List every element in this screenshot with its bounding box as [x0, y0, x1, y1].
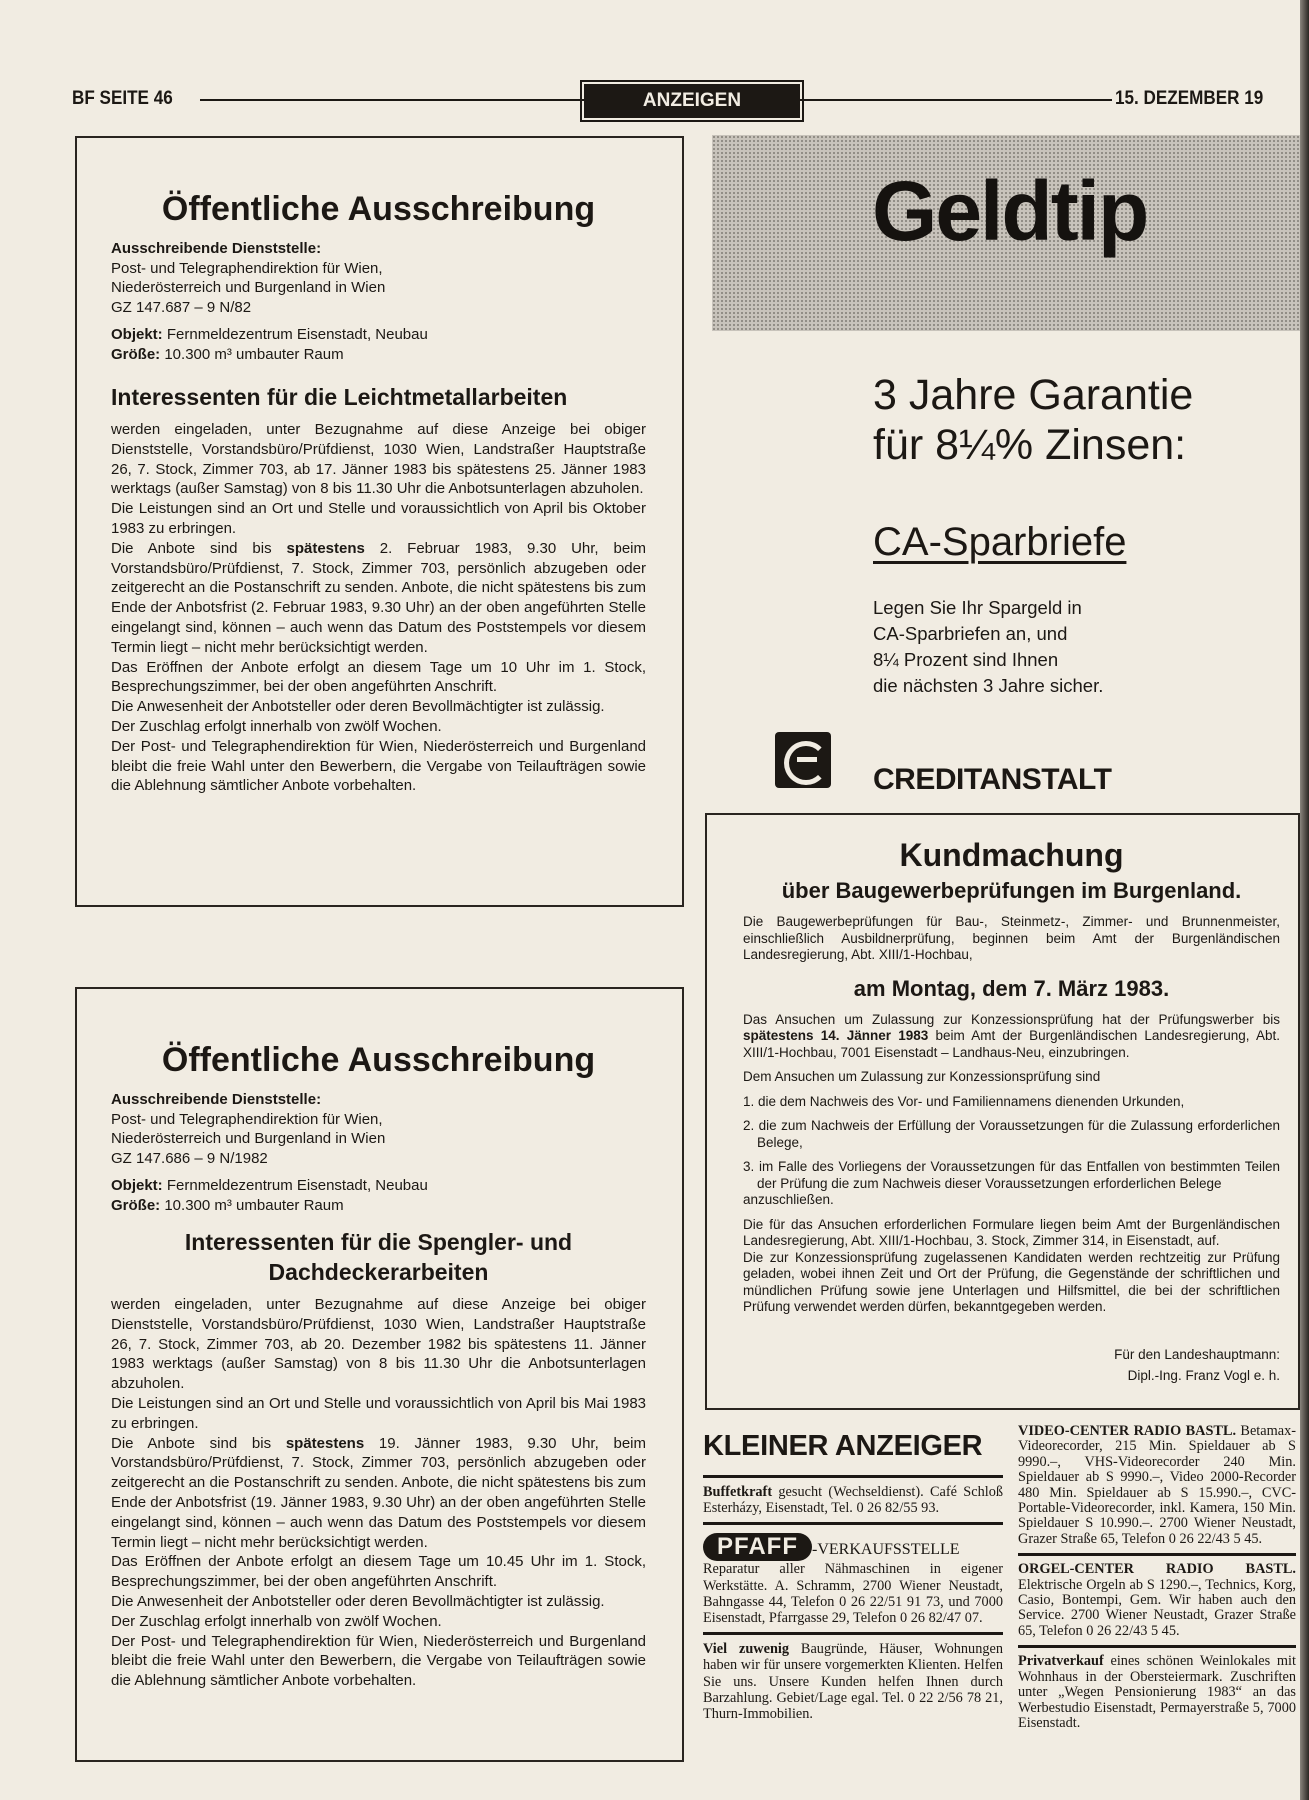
- body-line: Legen Sie Ihr Spargeld in: [873, 597, 1082, 618]
- paragraph: [111, 1295, 646, 1394]
- classified-ad: [1018, 1654, 1296, 1731]
- ad-keyword: Privatverkauf: [1018, 1653, 1104, 1670]
- reference-number: GZ 147.687 – 9 N/82: [111, 298, 252, 316]
- paragraph: [111, 420, 646, 499]
- slogan-line: für 8¼% Zinsen:: [873, 421, 1187, 469]
- classified-ad: [1018, 1562, 1296, 1639]
- classifieds-column-right: [1018, 1424, 1296, 1731]
- geldtip-banner: [712, 135, 1300, 331]
- notice-paragraph: anzuschließen.: [743, 1192, 834, 1207]
- ad-subtitle: Interessenten für die Leichtmetallarbeiten: [111, 384, 568, 410]
- product-body: [873, 595, 1103, 699]
- size-line: [111, 1196, 646, 1216]
- paragraph: [111, 658, 646, 698]
- address-line: Post- und Telegraphendirektion für Wien,: [111, 1110, 383, 1128]
- banner-title: Geldtip: [872, 164, 1148, 258]
- text-segment: werden eingeladen, unter Bezugnahme auf diese Anzeige bei obiger Dienststelle, Vorstandsbüro/Prüfdienst, 1030 Wien, Landstraßer Hauptstraße 26, 7. Stock, Zimmer 703, ab 17. Jänner 1983 bis spätestens 25. Jänner 1983 werktags (außer Samstag) von 8 bis 11.30 Uhr die Anbotsunterlagen abzuholen.: [111, 421, 646, 498]
- text-segment: Der Post- und Telegraphendirektion für Wien, Niederösterreich und Burgenland bleibt die freie Wahl unter den Bewerbern, die Vergabe von Teilaufträgen sowie die Ablehnung sämtlicher Anbote vorbehalten.: [111, 1632, 646, 1690]
- ad-title: Öffentliche Ausschreibung: [161, 1041, 596, 1079]
- ad-text: Elektrische Orgeln ab S 1290.–, Technics, Korg, Casio, Bontempi, Gem. Wir haben auch den Service. 2700 Wiener Neustadt, Grazer Straße 65, Telefon 0 26 22/43 5 45.: [1018, 1576, 1296, 1639]
- tender-ad-1: [75, 136, 684, 907]
- divider: [1018, 1645, 1296, 1648]
- classified-ad: [703, 1484, 1003, 1516]
- header-rule: [800, 99, 1112, 101]
- ad-text: Reparatur aller Nähmaschinen in eigener Werkstätte. A. Schramm, 2700 Wiener Neustadt, Bahngasse 44, Telefon 0 26 22/51 91 73, und 7000 Eisenstadt, Pfarrgasse 29, Telefon 0 26 82/47 07.: [703, 1561, 1003, 1627]
- size-line: [111, 345, 646, 365]
- text-segment: beim Amt der Burgenländischen Landesregierung, Abt. XIII/1-Hochbau, 7001 Eisenstadt – Landhaus-Neu, einzubringen.: [743, 1028, 1280, 1060]
- classified-ad: [703, 1641, 1003, 1722]
- notice-subtitle: über Baugewerbeprüfungen im Burgenland.: [781, 878, 1242, 903]
- address-line: Niederösterreich und Burgenland in Wien: [111, 279, 386, 296]
- object-line: [111, 1176, 646, 1196]
- notice-paragraph: Dem Ansuchen um Zulassung zur Konzessionsprüfung sind: [743, 1069, 1101, 1084]
- notice-paragraph: [743, 1012, 1280, 1062]
- list-item: 3. im Falle des Vorliegens der Voraussetzungen für das Entfallen von bestimmten Teilen der Prüfung die zum Nachweis dieser Voraussetzungen erforderlichen Belege: [743, 1159, 1280, 1191]
- text-segment: werden eingeladen, unter Bezugnahme auf diese Anzeige bei obiger Dienststelle, Vorstandsbüro/Prüfdienst, 1030 Wien, Landstraßer Hauptstraße 26, 7. Stock, Zimmer 703, ab 20. Dezember 1982 bis spätestens 11. Jänner 1983 werktags (außer Samstag) von 8 bis 11.30 Uhr die Anbotsunterlagen abzuholen.: [111, 1296, 646, 1393]
- text-segment: Die Anwesenheit der Anbotsteller oder deren Bevollmächtigter ist zulässig.: [111, 1592, 605, 1610]
- notice-title: Kundmachung: [899, 837, 1124, 873]
- text-segment: Das Eröffnen der Anbote erfolgt an diesem Tage um 10 Uhr im 1. Stock, Besprechungszimmer, bei der oben angeführten Anschrift.: [111, 658, 646, 696]
- text-segment: 2. Februar 1983, 9.30 Uhr, beim Vorstandsbüro/Prüfdienst, 7. Stock, Zimmer 703, persönlich abzugeben oder zeitgerecht an die Postanschrift zu senden. Anbote, die nicht spätestens bis zum Ende der Anbotsfrist (2. Februar 1983, 9.30 Uhr) an der oben angeführten Stelle eingelangt sind, können – auch wenn das Datum des Poststempels vor diesem Termin liegt – nicht mehr berücksichtigt werden.: [111, 539, 646, 656]
- text-segment: Die Anbote sind bis: [111, 539, 287, 557]
- text-segment: Die Anbote sind bis: [111, 1434, 286, 1452]
- address-line: Niederösterreich und Burgenland in Wien: [111, 1130, 386, 1147]
- emphasis-text: spätestens: [285, 1434, 365, 1452]
- paragraph: [111, 539, 646, 658]
- text-segment: Das Eröffnen der Anbote erfolgt an diesem Tage um 10.45 Uhr im 1. Stock, Besprechungszimmer, bei der oben angeführten Anschrift.: [111, 1553, 646, 1591]
- size-label: Größe:: [111, 1196, 161, 1214]
- classifieds-title: KLEINER ANZEIGER: [703, 1430, 983, 1462]
- paragraph: [111, 1592, 646, 1612]
- emphasis-text: spätestens 14. Jänner 1983: [743, 1028, 929, 1043]
- paragraph: [111, 717, 646, 737]
- classifieds-column: [703, 1430, 1003, 1722]
- reference-number: GZ 147.686 – 9 N/1982: [111, 1149, 268, 1167]
- object-label: Objekt:: [111, 1177, 163, 1194]
- divider: [703, 1632, 1003, 1635]
- ca-slogan: [873, 370, 1193, 470]
- page-fold-shadow: [1300, 0, 1309, 1800]
- ad-body: [111, 420, 646, 796]
- issue-date: 15. DEZEMBER 19: [1115, 88, 1264, 109]
- kundmachung-notice: [705, 813, 1300, 1410]
- body-line: CA-Sparbriefen an, und: [873, 623, 1068, 644]
- paragraph: [111, 737, 646, 796]
- text-segment: Der Post- und Telegraphendirektion für Wien, Niederösterreich und Burgenland bleibt die freie Wahl unter den Bewerbern, die Vergabe von Teilaufträgen sowie die Ablehnung sämtlicher Anbote vorbehalten.: [111, 737, 646, 795]
- ad-subtitle: Interessenten für die Spengler- und Dachdeckerarbeiten: [184, 1229, 573, 1285]
- pfaff-logo: PFAFF: [703, 1533, 812, 1561]
- object-value: Fernmeldezentrum Eisenstadt, Neubau: [162, 326, 428, 343]
- ad-text: gesucht (Wechseldienst). Café Schloß Esterházy, Eisenstadt, Tel. 0 26 82/55 93.: [703, 1484, 1003, 1517]
- signature-line: Für den Landeshauptmann:: [1114, 1346, 1280, 1362]
- ad-label: Ausschreibende Dienststelle:: [111, 240, 322, 257]
- ad-keyword: -VERKAUFSSTELLE: [812, 1541, 960, 1559]
- paragraph: [111, 1434, 646, 1553]
- object-line: [111, 325, 646, 345]
- address-line: Post- und Telegraphendirektion für Wien,: [111, 259, 383, 277]
- paragraph: [111, 1552, 646, 1592]
- classified-ad: [1018, 1424, 1296, 1547]
- paragraph: [111, 697, 646, 717]
- ad-keyword: ORGEL-CENTER RADIO BASTL.: [1018, 1561, 1296, 1578]
- ad-text: Betamax-Videorecorder, 215 Min. Spieldauer ab S 9990.–, VHS-Videorecorder 240 Min. Spieldauer ab S 9990.–, Video 2000-Recorder 480 Min. Spieldauer ab S 15.990.–, CVC-Portable-Videorecorder, inkl. Kamera, 150 Min. Spieldauer S 10.990.–. 2700 Wiener Neustadt, Grazer Straße 65, Telefon 0 26 22/43 5 45.: [1018, 1423, 1296, 1547]
- ad-label: Ausschreibende Dienststelle:: [111, 1091, 322, 1108]
- size-label: Größe:: [111, 345, 161, 363]
- text-segment: Die Leistungen sind an Ort und Stelle und voraussichtlich von April bis Mai 1983 zu erbringen.: [111, 1394, 646, 1432]
- object-label: Objekt:: [111, 326, 163, 343]
- list-item: 2. die zum Nachweis der Erfüllung der Voraussetzungen für die Zulassung erforderlichen Belege,: [743, 1118, 1280, 1150]
- slogan-line: 3 Jahre Garantie: [873, 371, 1194, 419]
- text-segment: Der Zuschlag erfolgt innerhalb von zwölf Wochen.: [111, 1612, 442, 1630]
- emphasis-text: spätestens: [286, 539, 365, 557]
- product-title: CA-Sparbriefe: [873, 520, 1127, 564]
- text-segment: Die Leistungen sind an Ort und Stelle und voraussichtlich von April bis Oktober 1983 zu erbringen.: [111, 500, 646, 537]
- brand-name: CREDITANSTALT: [873, 763, 1112, 796]
- text-segment: 19. Jänner 1983, 9.30 Uhr, beim Vorstandsbüro/Prüfdienst, 7. Stock, Zimmer 703, persönlich abzugeben oder zeitgerecht an die Postanschrift zu senden. Anbote, die nicht spätestens bis zum Ende der Anbotsfrist (19. Jänner 1983, 9.30 Uhr) an der oben angeführten Stelle eingelangt sind, können – auch wenn das Datum des Poststempels vor diesem Termin liegt – nicht mehr berücksichtigt werden.: [111, 1434, 646, 1551]
- divider: [1018, 1553, 1296, 1556]
- text-segment: Das Ansuchen um Zulassung zur Konzessionsprüfung hat der Prüfungswerber bis: [743, 1011, 1280, 1027]
- ad-text: eines schönen Weinlokales mit Wohnhaus in der Obersteiermark. Zuschriften unter „Wegen Pensionierung 1983“ an das Werbestudio Eisenstadt, Permayerstraße 5, 7000 Eisenstadt.: [1018, 1653, 1296, 1731]
- ad-text: Baugründe, Häuser, Wohnungen haben wir für unsere vorgemerkten Klienten. Helfen Sie uns. Unsere Kunden helfen Ihnen durch Barzahlung. Gebiet/Lage egal. Tel. 0 22 2/56 78 21, Thurn-Immobilien.: [703, 1641, 1003, 1723]
- creditanstalt-logo-icon: [775, 732, 831, 788]
- size-value: 10.300 m³ umbauter Raum: [160, 345, 344, 363]
- ad-keyword: VIDEO-CENTER RADIO BASTL.: [1018, 1423, 1237, 1439]
- notice-intro: Die Baugewerbeprüfungen für Bau-, Steinmetz-, Zimmer- und Brunnenmeister, einschließlich Ausbildnerprüfung, beginnen beim Amt der Burgenländischen Landesregierung, Abt. XIII/1-Hochbau,: [743, 914, 1280, 962]
- paragraph: [111, 1632, 646, 1691]
- divider: [703, 1522, 1003, 1525]
- ad-keyword: Buffetkraft: [703, 1484, 773, 1500]
- page-number: BF SEITE 46: [72, 88, 173, 109]
- notice-paragraph: Die zur Konzessionsprüfung zugelassenen Kandidaten werden rechtzeitig zur Prüfung geladen, wobei ihnen Zeit und Ort der Prüfung, die Gegenstände der schriftlichen und mündlichen Prüfung sowie jene Unterlagen und Hilfsmittel, die bei der schriftlichen Prüfung verwendet werden dürfen, bekanntgegeben werden.: [743, 1249, 1280, 1314]
- text-segment: Der Zuschlag erfolgt innerhalb von zwölf Wochen.: [111, 717, 442, 735]
- paragraph: [111, 499, 646, 539]
- object-value: Fernmeldezentrum Eisenstadt, Neubau: [162, 1177, 428, 1194]
- ad-keyword: Viel zuwenig: [703, 1641, 790, 1658]
- paragraph: [111, 1612, 646, 1632]
- notice-paragraph: Die für das Ansuchen erforderlichen Formulare liegen beim Amt der Burgenländischen Landesregierung, Abt. XIII/1-Hochbau, 3. Stock, Zimmer 314, in Eisenstadt, auf.: [743, 1216, 1280, 1248]
- body-line: 8¼ Prozent sind Ihnen: [873, 649, 1059, 670]
- ad-body: [111, 1295, 646, 1691]
- list-item: 1. die dem Nachweis des Vor- und Familiennamens dienenden Urkunden,: [743, 1093, 1185, 1109]
- body-line: die nächsten 3 Jahre sicher.: [873, 675, 1104, 696]
- ad-title: Öffentliche Ausschreibung: [161, 190, 596, 228]
- exam-date: am Montag, dem 7. März 1983.: [853, 975, 1170, 1001]
- signature-name: Dipl.-Ing. Franz Vogl e. h.: [1127, 1367, 1280, 1383]
- tender-ad-2: [75, 987, 684, 1762]
- header-rule: [200, 99, 584, 101]
- divider: [703, 1475, 1003, 1478]
- paragraph: [111, 1394, 646, 1434]
- classified-ad: [703, 1533, 1003, 1626]
- text-segment: Die Anwesenheit der Anbotsteller oder deren Bevollmächtigter ist zulässig.: [111, 698, 605, 716]
- section-badge: ANZEIGEN: [584, 84, 800, 118]
- signature: [743, 1344, 1280, 1386]
- size-value: 10.300 m³ umbauter Raum: [160, 1196, 344, 1214]
